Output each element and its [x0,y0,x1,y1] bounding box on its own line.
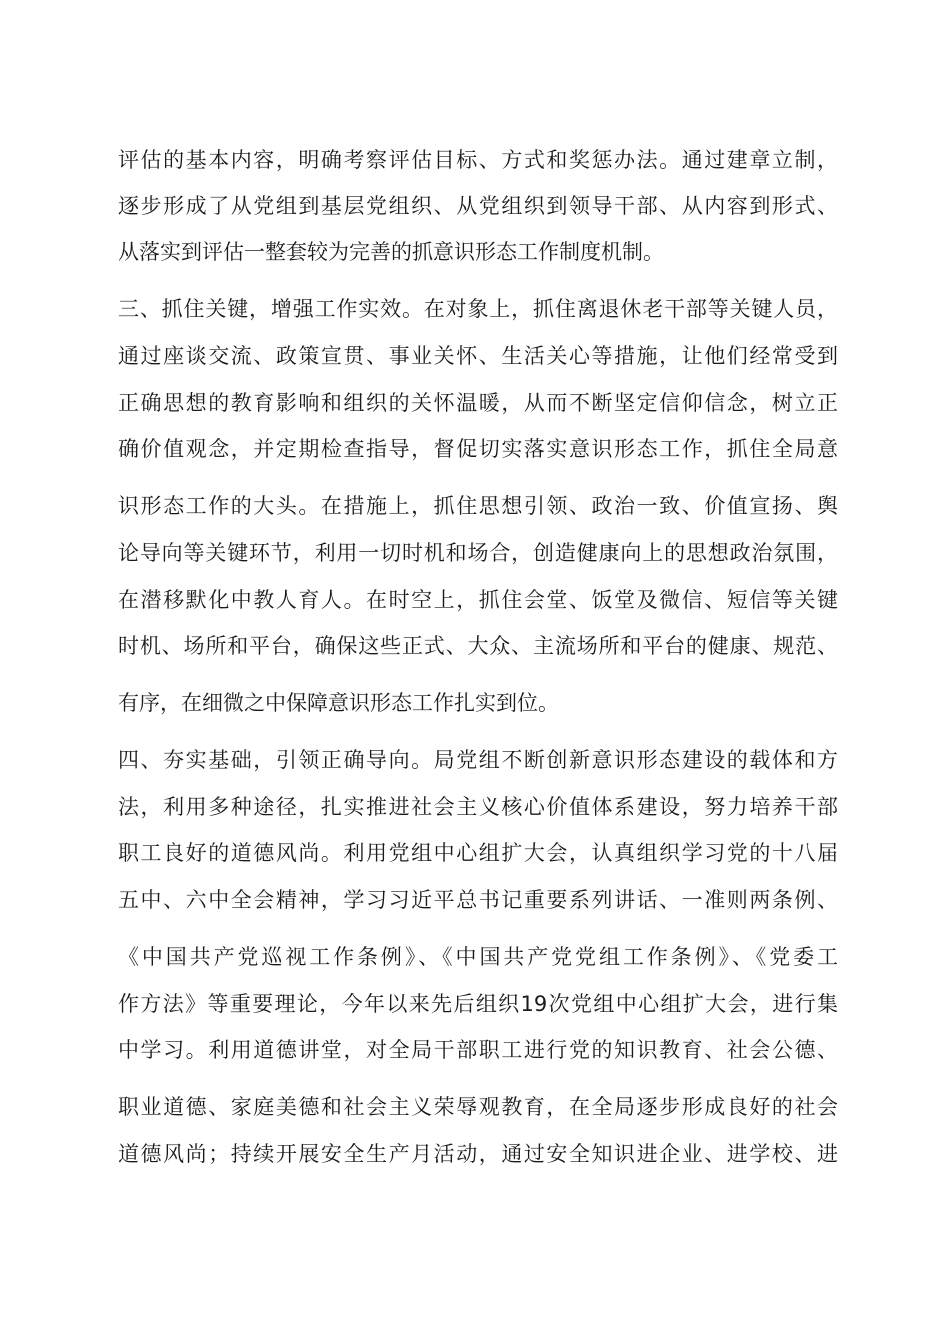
text-line: 三、抓住关键，增强工作实效。在对象上，抓住离退休老干部等关键人员， [118,297,838,321]
text-line: 四、夯实基础，引领正确导向。局党组不断创新意识形态建设的载体和方 [118,748,838,772]
text-line: 识形态工作的大头。在措施上，抓住思想引领、政治一致、价值宣扬、舆 [118,494,838,518]
text-line: 中学习。利用道德讲堂，对全局干部职工进行党的知识教育、社会公德、 [118,1038,838,1062]
text-line: 法，利用多种途径，扎实推进社会主义核心价值体系建设，努力培养干部 [118,795,838,819]
text-line: 时机、场所和平台，确保这些正式、大众、主流场所和平台的健康、规范、 [118,634,838,658]
text-line: 通过座谈交流、政策宣贯、事业关怀、生活关心等措施，让他们经常受到 [118,344,838,368]
text-line: 逐步形成了从党组到基层党组织、从党组织到领导干部、从内容到形式、 [118,194,838,218]
text-line: 论导向等关键环节，利用一切时机和场合，创造健康向上的思想政治氛围， [118,541,838,565]
text-line: 在潜移默化中教人育人。在时空上，抓住会堂、饭堂及微信、短信等关键 [118,588,838,612]
text-line: 道德风尚；持续开展安全生产月活动，通过安全知识进企业、进学校、进 [118,1142,838,1166]
text-line: 从落实到评估一整套较为完善的抓意识形态工作制度机制。 [118,240,664,264]
text-line: 评估的基本内容，明确考察评估目标、方式和奖惩办法。通过建章立制， [118,148,838,172]
text-line: 确价值观念，并定期检查指导，督促切实落实意识形态工作，抓住全局意 [118,437,838,461]
text-line: 五中、六中全会精神，学习习近平总书记重要系列讲话、一准则两条例、 [118,888,838,912]
text-line: 作方法》等重要理论，今年以来先后组织19次党组中心组扩大会，进行集 [118,992,838,1016]
text-line: 职工良好的道德风尚。利用党组中心组扩大会，认真组织学习党的十八届 [118,841,838,865]
text-line: 正确思想的教育影响和组织的关怀温暖，从而不断坚定信仰信念，树立正 [118,391,838,415]
text-line: 《中国共产党巡视工作条例》、《中国共产党党组工作条例》、《党委工 [118,945,838,969]
text-line: 职业道德、家庭美德和社会主义荣辱观教育，在全局逐步形成良好的社会 [118,1095,838,1119]
text-line: 有序，在细微之中保障意识形态工作扎实到位。 [118,691,559,715]
